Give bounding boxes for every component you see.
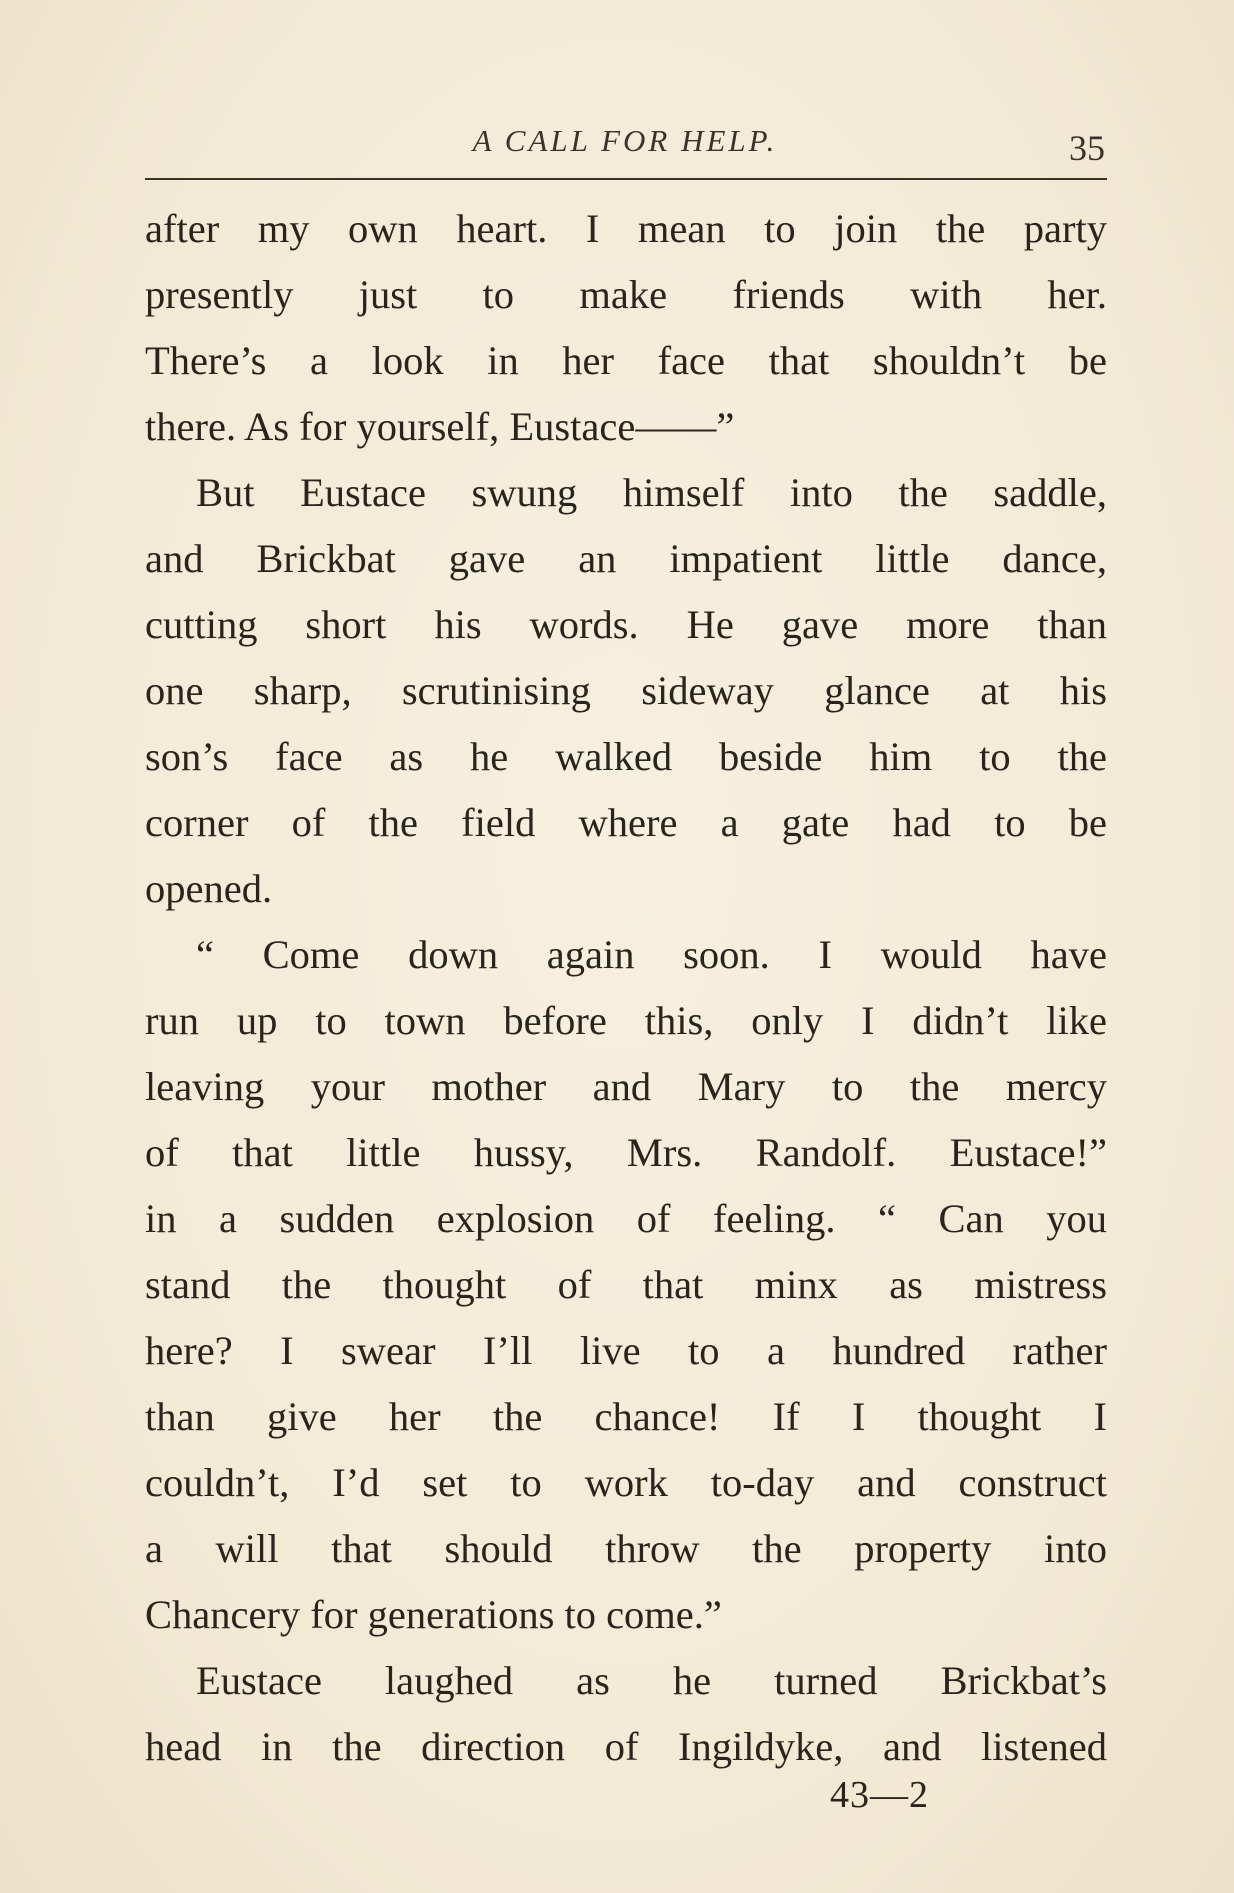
text-line: in a sudden explosion of feeling. “ Can you xyxy=(145,1196,1107,1241)
body-text xyxy=(145,196,1107,1780)
text-line: couldn’t, I’d set to work to-day and construct xyxy=(145,1460,1107,1505)
page-number: 35 xyxy=(1069,128,1105,168)
text-line: stand the thought of that minx as mistress xyxy=(145,1262,1107,1307)
text-line: run up to town before this, only I didn’t like xyxy=(145,998,1107,1043)
text-line: son’s face as he walked beside him to the xyxy=(145,734,1107,779)
signature-mark: 43—2 xyxy=(830,1774,929,1816)
text-line: corner of the field where a gate had to be xyxy=(145,800,1107,845)
text-line: a will that should throw the property into xyxy=(145,1526,1107,1571)
text-line: here? I swear I’ll live to a hundred rather xyxy=(145,1328,1107,1373)
text-line: opened. xyxy=(145,866,273,911)
running-head xyxy=(145,115,1105,175)
text-line: head in the direction of Ingildyke, and listened xyxy=(145,1724,1107,1769)
text-line: after my own heart. I mean to join the party xyxy=(145,206,1107,251)
text-line: Eustace laughed as he turned Brickbat’s xyxy=(196,1658,1107,1703)
text-line: there. As for yourself, Eustace——” xyxy=(145,404,735,449)
text-line: There’s a look in her face that shouldn’t be xyxy=(145,338,1107,383)
text-line: leaving your mother and Mary to the mercy xyxy=(145,1064,1107,1109)
text-line: But Eustace swung himself into the saddle, xyxy=(196,470,1107,515)
text-line: of that little hussy, Mrs. Randolf. Eustace!” xyxy=(145,1130,1107,1175)
text-line: “ Come down again soon. I would have xyxy=(196,932,1107,977)
text-line: presently just to make friends with her. xyxy=(145,272,1107,317)
text-line: and Brickbat gave an impatient little dance, xyxy=(145,536,1107,581)
text-line: Chancery for generations to come.” xyxy=(145,1592,722,1637)
running-title: A CALL FOR HELP. xyxy=(472,123,778,158)
text-line: one sharp, scrutinising sideway glance at his xyxy=(145,668,1107,713)
text-line: than give her the chance! If I thought I xyxy=(145,1394,1107,1439)
header-rule xyxy=(145,178,1107,180)
text-line: cutting short his words. He gave more than xyxy=(145,602,1107,647)
